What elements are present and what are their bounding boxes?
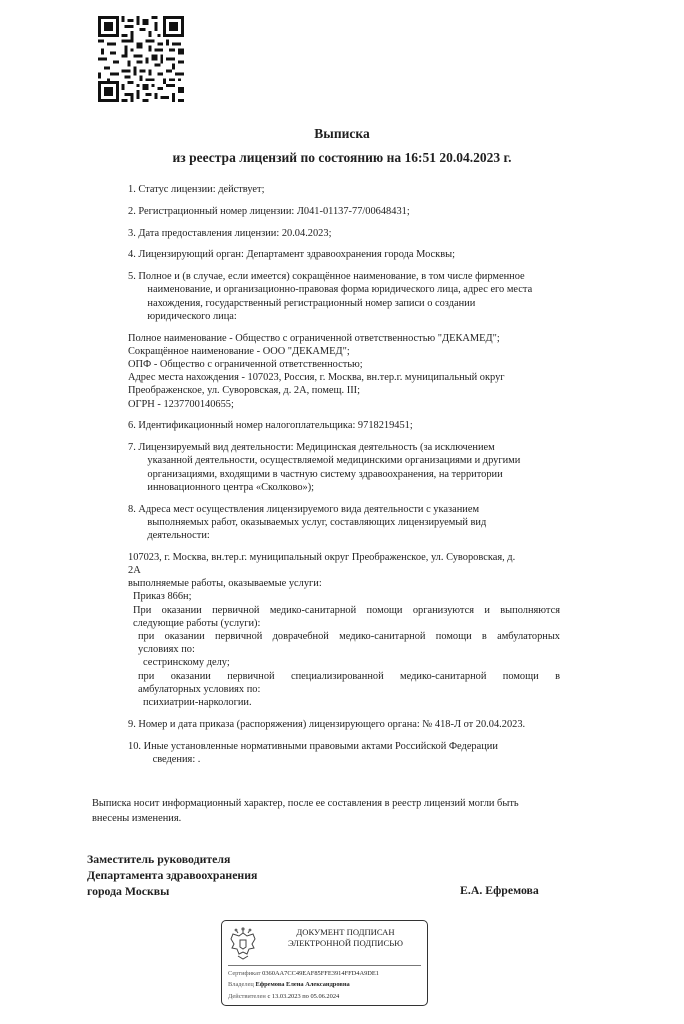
item-text: выполняемых работ, оказываемых услуг, составляющих лицензируемый вид xyxy=(147,516,487,528)
document-title: Выписка xyxy=(314,126,370,141)
list-item xyxy=(128,441,560,494)
owner-value: Ефремова Елена Александровна xyxy=(255,981,350,989)
item-number: 4. xyxy=(128,249,139,261)
validity-value: с 13.03.2023 по 05.06.2024 xyxy=(267,992,340,1000)
validity-row xyxy=(228,991,379,1002)
service-psychiatry: психиатрии-наркологии. xyxy=(143,697,252,709)
item-text: наименование, и организационно-правовая форма юридического лица, адрес его места xyxy=(147,284,533,296)
org-address: Адрес места нахождения - 107023, Россия, г. Москва, вн.тер.г. муниципальный округ xyxy=(128,372,505,384)
item-number: 7. xyxy=(128,442,139,454)
item-number: 10. xyxy=(128,740,144,752)
certificate-value: 0360AA7CC49EAF85FFE3914FFD4A9DE1 xyxy=(262,970,379,977)
signer-position-line: Департамента здравоохранения xyxy=(87,868,258,882)
list-item xyxy=(128,227,560,240)
disclaimer-note xyxy=(92,797,562,826)
license-details xyxy=(128,183,560,775)
validity-label: Действителен xyxy=(228,992,266,1000)
works-label: выполняемые работы, оказываемые услуги: xyxy=(128,578,322,590)
stamp-divider xyxy=(228,965,421,966)
organization-block xyxy=(128,332,560,411)
signer-name: Е.А. Ефремова xyxy=(460,883,539,897)
item-text: Статус лицензии: действует; xyxy=(138,184,265,195)
item-text: Идентификационный номер налогоплательщика: 9718219451; xyxy=(138,420,413,432)
qr-code-icon xyxy=(98,14,184,104)
coat-of-arms-icon xyxy=(228,927,258,961)
predoctor-care-text: условиях по: xyxy=(138,644,195,656)
org-full-name: Полное наименование - Общество с ограниченной ответственностью "ДЕКАМЕД"; xyxy=(128,332,500,344)
document-subtitle: из реестра лицензий по состоянию на 16:51 20.04.2023 г. xyxy=(172,150,512,165)
certificate-row xyxy=(228,968,379,979)
signer-position xyxy=(87,851,257,899)
activity-address-block xyxy=(128,551,560,709)
specialized-care-text: при оказании первичной специализированной медико-санитарной помощи в xyxy=(138,670,560,682)
item-text: Адреса мест осуществления лицензируемого вида деятельности с указанием xyxy=(138,503,480,515)
signer-position-line: города Москвы xyxy=(87,884,170,898)
item-text: Лицензируемый вид деятельности: Медицинская деятельность (за исключением xyxy=(138,442,495,454)
stamp-heading-line: ЭЛЕКТРОННОЙ ПОДПИСЬЮ xyxy=(287,937,403,948)
list-item xyxy=(128,419,560,432)
item-number: 8. xyxy=(128,503,139,515)
list-item xyxy=(128,205,560,218)
item-text: сведения: . xyxy=(152,753,201,765)
item-text: нахождения, государственный регистрационный номер записи о создании xyxy=(147,297,476,309)
primary-care-text: следующие работы (услуги): xyxy=(133,617,261,629)
item-text: Иные установленные нормативными правовыми актами Российской Федерации xyxy=(143,740,498,752)
note-text: Выписка носит информационный характер, после ее составления в реестр лицензий могли быть xyxy=(92,798,519,809)
item-text: Полное и (в случае, если имеется) сокращённое наименование, в том числе фирменное xyxy=(138,271,525,283)
org-ogrn: ОГРН - 1237700140655; xyxy=(128,398,234,410)
list-item xyxy=(128,740,560,766)
electronic-signature-stamp xyxy=(221,920,428,1006)
item-text: деятельности: xyxy=(147,530,210,542)
owner-label: Владелец xyxy=(228,981,254,989)
item-number: 9. xyxy=(128,718,139,730)
item-number: 1. xyxy=(128,184,139,195)
order-reference: Приказ 866н; xyxy=(133,591,192,603)
activity-address: 107023, г. Москва, вн.тер.г. муниципальный округ Преображенское, ул. Суворовская, д. xyxy=(128,551,516,563)
item-text: Лицензирующий орган: Департамент здравоохранения города Москвы; xyxy=(138,249,455,261)
list-item xyxy=(128,248,560,261)
org-short-name: Сокращённое наименование - ООО "ДЕКАМЕД"; xyxy=(128,345,350,357)
signer-position-line: Заместитель руководителя xyxy=(87,852,231,866)
list-item xyxy=(128,183,560,196)
item-text: Номер и дата приказа (распоряжения) лицензирующего органа: № 418-Л от 20.04.2023. xyxy=(138,718,526,730)
org-address: Преображенское, ул. Суворовская, д. 2А, помещ. III; xyxy=(128,385,361,397)
item-text: юридического лица: xyxy=(147,310,237,322)
owner-row xyxy=(228,979,379,990)
list-item xyxy=(128,503,560,543)
item-text: Дата предоставления лицензии: 20.04.2023; xyxy=(138,227,332,239)
stamp-heading-line: ДОКУМЕНТ ПОДПИСАН xyxy=(296,927,395,937)
item-number: 2. xyxy=(128,205,139,217)
item-number: 6. xyxy=(128,420,139,432)
item-text: Регистрационный номер лицензии: Л041-01137-77/00648431; xyxy=(138,205,410,217)
list-item xyxy=(128,270,560,323)
item-text: организациями, входящими в частную систему здравоохранения, на территории xyxy=(147,468,503,480)
stamp-details xyxy=(228,968,379,1002)
item-text: инновационного центра «Сколково»); xyxy=(147,481,315,493)
service-nursing: сестринскому делу; xyxy=(143,657,230,669)
note-text: внесены изменения. xyxy=(92,812,182,824)
predoctor-care-text: при оказании первичной доврачебной медико-санитарной помощи в амбулаторных xyxy=(138,631,560,643)
primary-care-text: При оказании первичной медико-санитарной помощи организуются и выполняются xyxy=(133,604,560,616)
activity-address: 2А xyxy=(128,565,141,577)
org-legal-form: ОПФ - Общество с ограниченной ответственностью; xyxy=(128,359,363,370)
certificate-label: Сертификат xyxy=(228,970,261,977)
specialized-care-text: амбулаторных условиях по: xyxy=(138,683,261,695)
item-number: 5. xyxy=(128,271,139,283)
item-number: 3. xyxy=(128,227,139,239)
item-text: указанной деятельности, осуществляемой медицинскими организациями и другими xyxy=(147,455,521,467)
stamp-heading xyxy=(268,927,423,948)
list-item xyxy=(128,718,560,731)
